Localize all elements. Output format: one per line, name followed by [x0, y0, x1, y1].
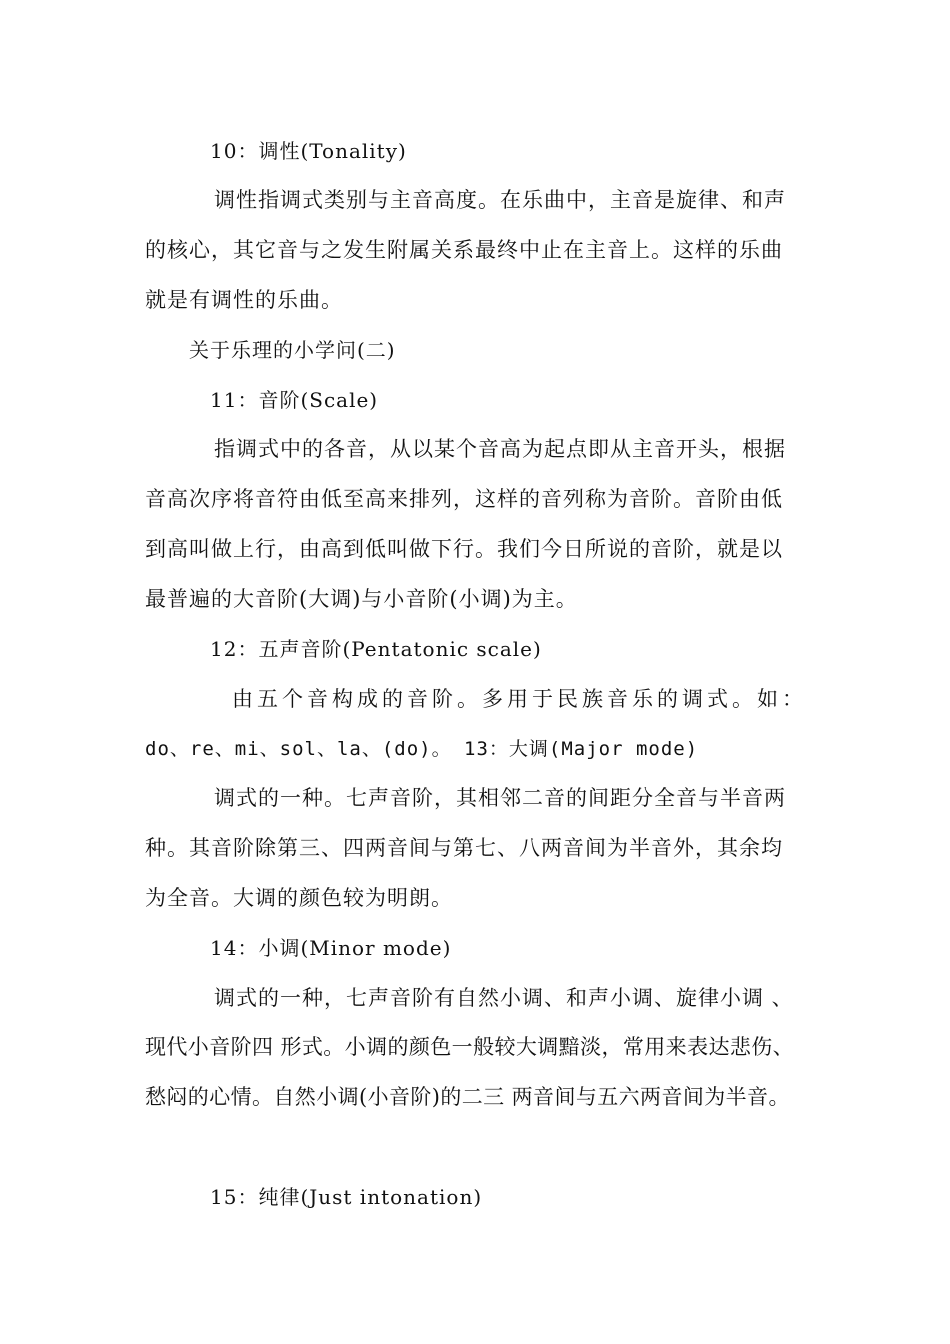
- paragraph-line: 调性指调式类别与主音高度。在乐曲中，主音是旋律、和声: [214, 188, 786, 212]
- paragraph-line: 最普遍的大音阶(大调)与小音阶(小调)为主。: [145, 587, 578, 611]
- heading-pentatonic-scale: 12：五声音阶(Pentatonic scale): [210, 637, 542, 661]
- paragraph-line: 音高次序将音符由低至高来排列，这样的音列称为音阶。音阶由低: [145, 487, 783, 511]
- paragraph-line: 为全音。大调的颜色较为明朗。: [145, 886, 453, 910]
- heading-scale: 11：音阶(Scale): [210, 388, 379, 412]
- paragraph-line: 调式的一种。七声音阶，其相邻二音的间距分全音与半音两: [214, 786, 786, 810]
- paragraph-line: 调式的一种，七声音阶有自然小调、和声小调、旋律小调 、: [214, 986, 794, 1010]
- section-title: 关于乐理的小学问(二): [189, 338, 396, 362]
- paragraph-line: 指调式中的各音，从以某个音高为起点即从主音开头，根据: [214, 437, 786, 461]
- paragraph-line: 就是有调性的乐曲。: [145, 288, 343, 312]
- paragraph-line: 的核心，其它音与之发生附属关系最终中止在主音上。这样的乐曲: [145, 238, 783, 262]
- paragraph-line: 现代小音阶四 形式。小调的颜色一般较大调黯淡，常用来表达悲伤、: [145, 1035, 795, 1059]
- paragraph-line: 由五个音构成的音阶。多用于民族音乐的调式。如：: [232, 687, 807, 711]
- heading-just-intonation: 15：纯律(Just intonation): [210, 1185, 483, 1209]
- paragraph-line: 种。其音阶除第三、四两音间与第七、八两音间为半音外，其余均: [145, 836, 783, 860]
- paragraph-line: do、re、mi、sol、la、(do)。 13：大调(Major mode): [145, 738, 699, 760]
- heading-tonality: 10：调性(Tonality): [210, 139, 407, 163]
- paragraph-line: 愁闷的心情。自然小调(小音阶)的二三 两音间与五六两音间为半音。: [145, 1085, 790, 1109]
- heading-minor-mode: 14：小调(Minor mode): [210, 936, 452, 960]
- paragraph-line: 到高叫做上行，由高到低叫做下行。我们今日所说的音阶，就是以: [145, 537, 783, 561]
